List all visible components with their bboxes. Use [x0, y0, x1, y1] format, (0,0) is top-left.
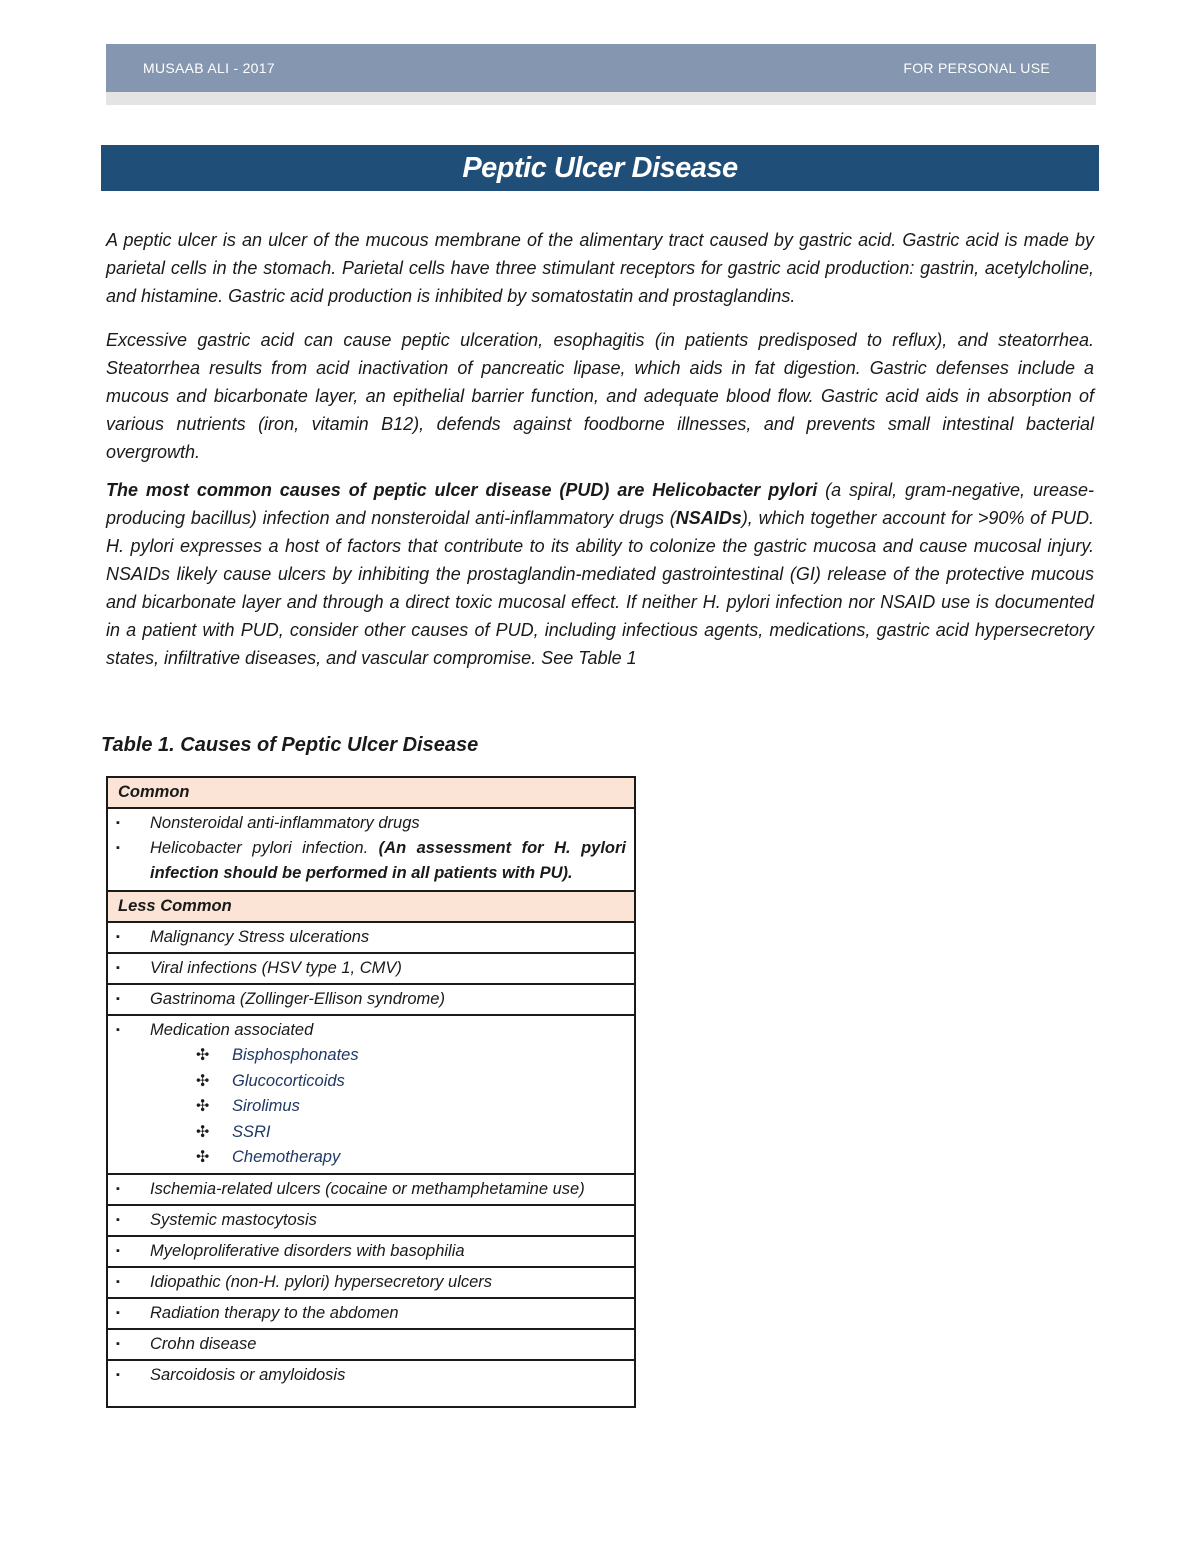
- table-section-header: [107, 891, 635, 922]
- body-text: [106, 226, 1094, 688]
- square-bullet-icon: ▪: [116, 962, 120, 974]
- item-text: Crohn disease: [150, 1334, 257, 1353]
- item-text: Viral infections (HSV type 1, CMV): [150, 959, 402, 977]
- paragraph-causes: [106, 476, 1094, 672]
- four-point-star-bullet-icon: ✣: [196, 1047, 210, 1065]
- paragraph-excess-acid: Excessive gastric acid can cause peptic ulceration, esophagitis (in patients predisposed to reflux), and steatorrhea. Steatorrhea results from acid inactivation of pancreatic lipase, which aids in fat digestion. Gastric defenses include a mucous and bicarbonate layer, an epithelial barrier function, and adequate blood flow. Gastric acid aids in absorption of various nutrients (iron, vitamin B12), defends against foodborne illnesses, and prevents small intestinal bacterial overgrowth.: [106, 330, 1094, 462]
- table-section-header: [107, 777, 635, 808]
- four-point-star-bullet-icon: ✣: [196, 1098, 210, 1116]
- list-item: [116, 811, 626, 836]
- square-bullet-icon: ▪: [116, 931, 120, 943]
- item-text: Sarcoidosis or amyloidosis: [150, 1365, 346, 1384]
- table-row: [107, 1267, 635, 1298]
- item-text: Medication associated: [150, 1021, 314, 1039]
- paragraph-causes-part-b: ), which together account for >90% of PUD. H. pylori expresses a host of factors that contribute to its ability to colonize the gastric mucosa and cause mucosal injury. NSAIDs likely cause ulcers by inhibiting the prostaglandin-mediated gastrointestinal (GI) release of the protective mucous and bicarbonate layer and through a direct toxic mucosal effect. If neither H. pylori infection nor NSAID use is documented in a patient with PUD, consider other causes of PUD, including infectious agents, medications, gastric acid hypersecretory states, infiltrative diseases, and vascular compromise. See Table 1: [106, 508, 1094, 668]
- list-item: [116, 1177, 626, 1202]
- square-bullet-icon: ▪: [116, 1306, 120, 1319]
- medication-name: Bisphosphonates: [232, 1046, 359, 1065]
- table-row: [107, 808, 635, 891]
- list-item: [116, 987, 626, 1012]
- paragraph-causes-nsaids: NSAIDs: [675, 508, 742, 528]
- item-text: Radiation therapy to the abdomen: [150, 1303, 399, 1322]
- header-author: MUSAAB ALI - 2017: [143, 60, 275, 76]
- paragraph-intro: A peptic ulcer is an ulcer of the mucous membrane of the alimentary tract caused by gastric acid. Gastric acid is made by parietal cells in the stomach. Parietal cells have three stimulant receptors for gastric acid production: gastrin, acetylcholine, and histamine. Gastric acid production is inhibited by somatostatin and prostaglandins.: [106, 230, 1094, 306]
- list-item: [116, 956, 626, 981]
- item-note: (An assessment for H. pylori infection should be performed in all patients with PU).: [150, 839, 626, 882]
- item-text: Ischemia-related ulcers (cocaine or methamphetamine use): [150, 1179, 585, 1198]
- square-bullet-icon: ▪: [116, 1024, 120, 1036]
- table-row: [107, 1298, 635, 1329]
- less-common-rows: [107, 922, 635, 1407]
- item-text: Myeloproliferative disorders with basophilia: [150, 1241, 465, 1260]
- list-item: [116, 925, 626, 950]
- four-point-star-bullet-icon: ✣: [196, 1072, 210, 1090]
- item-text: Gastrinoma (Zollinger-Ellison syndrome): [150, 990, 445, 1008]
- table-row: [107, 1236, 635, 1267]
- square-bullet-icon: ▪: [116, 1182, 120, 1195]
- medication-name: SSRI: [232, 1122, 271, 1141]
- medication-list: [116, 1043, 626, 1171]
- table-caption: Table 1. Causes of Peptic Ulcer Disease: [101, 734, 479, 756]
- list-item: [116, 1239, 626, 1264]
- paragraph-causes-bold: The most common causes of peptic ulcer disease (PUD) are Helicobacter pylori: [106, 480, 818, 500]
- medication-item: [116, 1043, 626, 1069]
- less-common-header: Less Common: [107, 891, 635, 922]
- paragraph-causes-part-a: (a spiral, gram-negative, urease-producing bacillus) infection and nonsteroidal anti-inflammatory drugs (: [106, 480, 1094, 528]
- square-bullet-icon: ▪: [116, 1275, 120, 1288]
- list-item: [116, 1018, 626, 1043]
- item-text: Idiopathic (non-H. pylori) hypersecretory ulcers: [150, 1272, 493, 1291]
- table-row: [107, 922, 635, 953]
- title-bar: [101, 145, 1099, 191]
- square-bullet-icon: ▪: [116, 817, 120, 829]
- item-text: Systemic mastocytosis: [150, 1210, 317, 1229]
- table-row: [107, 1205, 635, 1236]
- common-header: Common: [107, 777, 635, 808]
- item-text: Nonsteroidal anti-inflammatory drugs: [150, 814, 420, 832]
- four-point-star-bullet-icon: ✣: [196, 1123, 210, 1141]
- list-item: [116, 1332, 626, 1357]
- item-text: Helicobacter pylori infection.: [150, 839, 379, 857]
- item-text: Malignancy Stress ulcerations: [150, 928, 370, 946]
- medication-item: [116, 1120, 626, 1146]
- square-bullet-icon: ▪: [116, 1244, 120, 1257]
- medication-name: Chemotherapy: [232, 1148, 341, 1167]
- list-item: [116, 1208, 626, 1233]
- header-usage-note: FOR PERSONAL USE: [903, 60, 1050, 76]
- medication-item: [116, 1094, 626, 1120]
- list-item: [116, 836, 626, 886]
- table-row: [107, 984, 635, 1015]
- medication-name: Glucocorticoids: [232, 1071, 345, 1090]
- four-point-star-bullet-icon: ✣: [196, 1149, 210, 1167]
- page-title: Peptic Ulcer Disease: [462, 151, 738, 184]
- list-item: [116, 1270, 626, 1295]
- list-item: [116, 1301, 626, 1326]
- table-row: [107, 1174, 635, 1205]
- causes-table: [106, 776, 636, 1408]
- table-row: [107, 1329, 635, 1360]
- square-bullet-icon: ▪: [116, 1368, 120, 1381]
- medication-item: [116, 1145, 626, 1171]
- medication-item: [116, 1069, 626, 1095]
- table-row: [107, 953, 635, 984]
- medication-name: Sirolimus: [232, 1097, 300, 1116]
- header-strip: [106, 92, 1096, 105]
- square-bullet-icon: ▪: [116, 1213, 120, 1226]
- square-bullet-icon: ▪: [116, 842, 120, 854]
- table-row: [107, 1360, 635, 1407]
- square-bullet-icon: ▪: [116, 1337, 120, 1350]
- square-bullet-icon: ▪: [116, 993, 120, 1005]
- list-item: [116, 1363, 626, 1388]
- table-row: [107, 1015, 635, 1174]
